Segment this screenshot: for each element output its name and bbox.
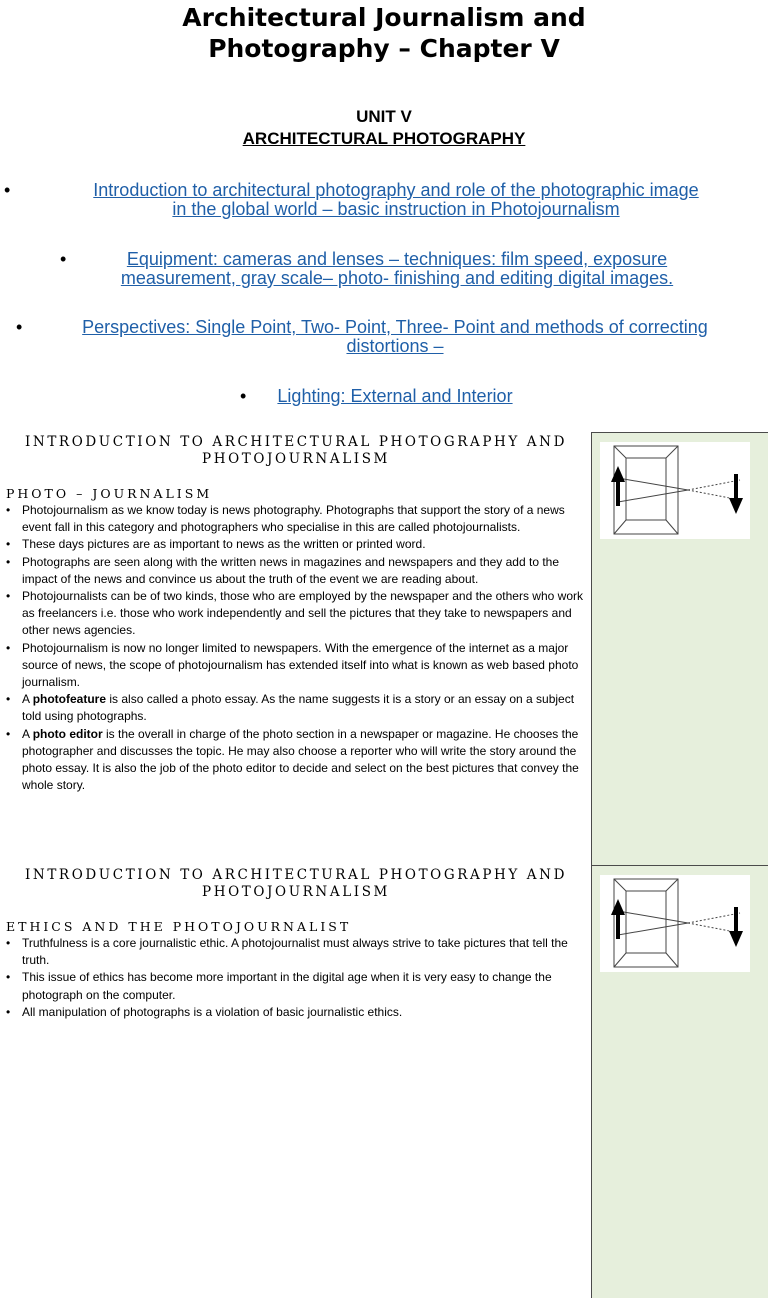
bullet-dot: • xyxy=(240,386,247,406)
topic-link-line[interactable]: distortions – xyxy=(346,336,444,356)
document-title xyxy=(0,2,768,64)
topic-link-line[interactable]: Perspectives: Single Point, Two- Point, Three- Point and methods of correcting xyxy=(82,317,708,337)
text-run: A xyxy=(22,692,33,707)
title-line-1: Architectural Journalism and xyxy=(182,3,586,32)
perspective-diagram xyxy=(600,442,750,539)
bullet-dot: • xyxy=(60,249,67,269)
list-item: • This issue of ethics has become more important in the digital age when it is very easy to change the photograph on the computer. xyxy=(6,969,586,1003)
side-panel xyxy=(591,865,768,1298)
photojournalism-slide xyxy=(0,432,768,864)
topic-link-line[interactable]: in the global world – basic instruction in Photojournalism xyxy=(172,199,620,219)
topic-link-line[interactable]: Equipment: cameras and lenses – techniques: film speed, exposure xyxy=(126,249,668,269)
topic-link-line[interactable]: Lighting: External and Interior xyxy=(277,386,513,406)
list-item: • All manipulation of photographs is a violation of basic journalistic ethics. xyxy=(6,1004,586,1021)
text-run: is also called a photo essay. As the name suggests it is a story or an essay on a subject told using photographs. xyxy=(22,692,575,724)
section-title xyxy=(0,867,592,901)
list-item xyxy=(6,726,586,795)
section-heading: PHOTO – JOURNALISM xyxy=(6,486,213,501)
list-item: • Photojournalism as we know today is news photography. Photographs that support the story of a news event fall in this category and photographers who specialise in this are called photojournalists. xyxy=(6,502,586,536)
unit-label: UNIT V xyxy=(356,107,412,126)
bold-term: photo editor xyxy=(32,726,103,741)
ethics-slide xyxy=(0,865,768,1297)
topic-link-lighting[interactable] xyxy=(240,386,530,406)
title-slide xyxy=(0,0,768,432)
side-panel xyxy=(591,432,768,865)
topic-link-line[interactable]: measurement, gray scale– photo- finishing and editing digital images. xyxy=(120,268,674,288)
list-item: • Truthfulness is a core journalistic ethic. A photojournalist must always strive to take pictures that tell the truth. xyxy=(6,935,586,969)
content-list xyxy=(6,502,586,794)
topic-link-perspectives[interactable] xyxy=(16,317,754,356)
bullet-dot: • xyxy=(4,180,11,200)
topic-link-line[interactable]: Introduction to architectural photography and role of the photographic image xyxy=(93,180,699,200)
list-item: • Photographs are seen along with the written news in magazines and newspapers and they add to the impact of the news and convince us about the truth of the event we are reading about. xyxy=(6,554,586,588)
text-run: A xyxy=(22,726,33,741)
unit-subtitle: ARCHITECTURAL PHOTOGRAPHY xyxy=(242,129,526,148)
topic-link-introduction[interactable] xyxy=(4,180,768,219)
section-title-line-1: INTRODUCTION TO ARCHITECTURAL PHOTOGRAPHY AND xyxy=(24,867,567,883)
list-item: • Photojournalism is now no longer limited to newspapers. With the emergence of the internet as a major source of news, the scope of photojournalism has extended itself into what is known as web based photo journalism. xyxy=(6,640,586,692)
section-title-line-2: PHOTOJOURNALISM xyxy=(202,451,390,467)
bullet-dot: • xyxy=(16,317,23,337)
unit-heading xyxy=(0,106,768,150)
list-item: • These days pictures are as important to news as the written or printed word. xyxy=(6,536,586,553)
perspective-diagram xyxy=(600,875,750,972)
list-item xyxy=(6,691,586,725)
section-heading: ETHICS AND THE PHOTOJOURNALIST xyxy=(6,919,352,934)
section-title-line-1: INTRODUCTION TO ARCHITECTURAL PHOTOGRAPHY AND xyxy=(24,434,567,450)
list-item: • Photojournalists can be of two kinds, those who are employed by the newspaper and the others who work as freelancers i.e. those who work independently and sell the pictures that they take to newspapers and other news agencies. xyxy=(6,588,586,640)
topic-link-equipment[interactable] xyxy=(60,249,722,288)
bold-term: photofeature xyxy=(32,692,107,707)
title-line-2: Photography – Chapter V xyxy=(208,34,560,63)
text-run: is the overall in charge of the photo section in a newspaper or magazine. He chooses the photographer and discusses the topic. He may also choose a reporter who will write the story around the photo essay. It is also the job of the photo editor to decide and select on the best pictures that convey the whole story. xyxy=(22,726,579,793)
section-title-line-2: PHOTOJOURNALISM xyxy=(202,884,390,900)
section-title xyxy=(0,434,592,468)
content-list xyxy=(6,935,586,1021)
